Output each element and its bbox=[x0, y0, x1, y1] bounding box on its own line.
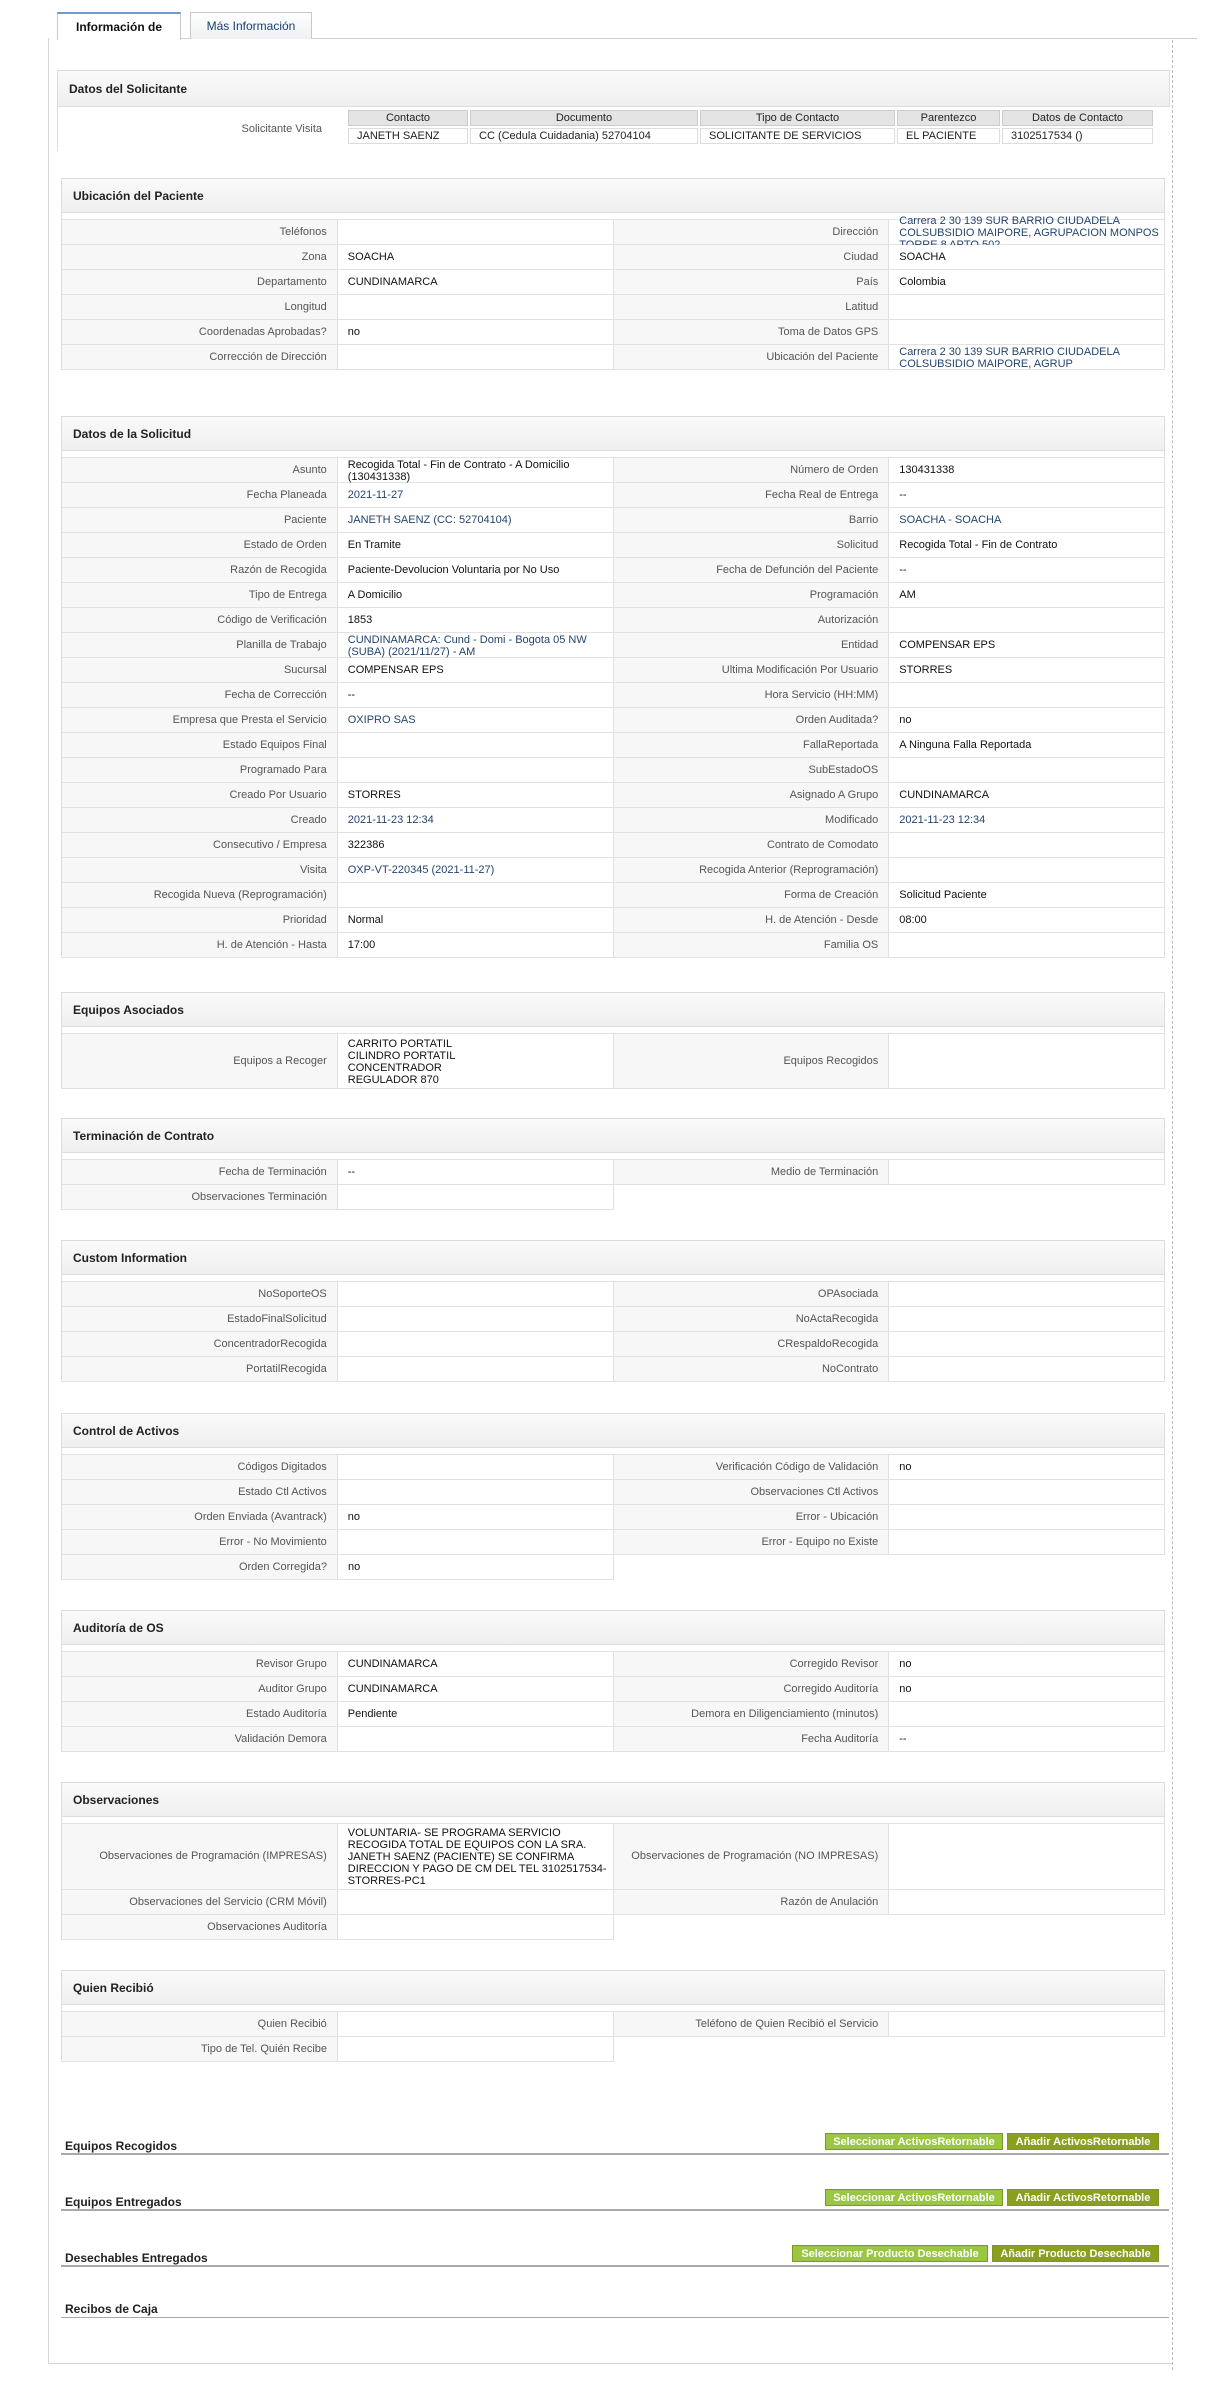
field-value bbox=[889, 1480, 1165, 1504]
field-value: CUNDINAMARCA bbox=[889, 783, 1165, 807]
ubicacion-section bbox=[61, 178, 1165, 370]
field-row bbox=[62, 733, 1165, 758]
field-value: Colombia bbox=[889, 270, 1165, 294]
seleccionar-activos-button[interactable]: Seleccionar ActivosRetornable bbox=[825, 2189, 1003, 2206]
field-value: Recogida Total - Fin de Contrato bbox=[889, 533, 1165, 557]
field-value: CUNDINAMARCA: Cund - Domi - Bogota 05 NW (SUBA) (2021/11/27) - AM bbox=[338, 633, 614, 657]
field-row bbox=[62, 483, 1165, 508]
field-label: Corregido Revisor bbox=[614, 1652, 890, 1676]
field-label: Error - Ubicación bbox=[614, 1505, 890, 1529]
field-grid bbox=[62, 1651, 1165, 1752]
field-label: Verificación Código de Validación bbox=[614, 1455, 890, 1479]
field-row bbox=[62, 1677, 1165, 1702]
terminacion-section bbox=[61, 1118, 1165, 1210]
field-value bbox=[338, 1185, 614, 1209]
field-value bbox=[889, 1890, 1165, 1914]
equipos-section bbox=[61, 992, 1165, 1089]
field-label: Número de Orden bbox=[614, 458, 890, 482]
group-title: Recibos de Caja bbox=[65, 2302, 158, 2316]
field-value: SOACHA - SOACHA bbox=[889, 508, 1165, 532]
field-value: 130431338 bbox=[889, 458, 1165, 482]
field-value bbox=[338, 2037, 614, 2061]
field-value bbox=[338, 758, 614, 782]
field-value bbox=[338, 1357, 614, 1381]
field-value: -- bbox=[338, 1160, 614, 1184]
field-label: Planilla de Trabajo bbox=[62, 633, 338, 657]
field-value: Recogida Total - Fin de Contrato - A Domicilio (130431338) bbox=[338, 458, 614, 482]
field-label: FallaReportada bbox=[614, 733, 890, 757]
field-label: Dirección bbox=[614, 220, 890, 244]
field-label: SubEstadoOS bbox=[614, 758, 890, 782]
bottom-border bbox=[48, 2363, 1172, 2364]
field-value: no bbox=[338, 320, 614, 344]
section-title: Observaciones bbox=[62, 1783, 1164, 1817]
col-documento: Documento bbox=[470, 110, 698, 126]
field-label: Prioridad bbox=[62, 908, 338, 932]
field-label: Fecha de Corrección bbox=[62, 683, 338, 707]
field-value: VOLUNTARIA- SE PROGRAMA SERVICIO RECOGIDA TOTAL DE EQUIPOS CON LA SRA. JANETH SAENZ (PACIENTE) SE CONFIRMA DIRECCION Y PAGO DE CM DEL TEL 3102517534- STORRES-PC1 bbox=[338, 1824, 614, 1889]
field-label: Departamento bbox=[62, 270, 338, 294]
field-row bbox=[62, 633, 1165, 658]
field-label: Sucursal bbox=[62, 658, 338, 682]
field-value: COMPENSAR EPS bbox=[338, 658, 614, 682]
anadir-activos-button[interactable]: Añadir ActivosRetornable bbox=[1007, 2133, 1159, 2150]
field-value: STORRES bbox=[338, 783, 614, 807]
field-row bbox=[62, 270, 1165, 295]
field-row bbox=[62, 1357, 1165, 1382]
field-value bbox=[338, 345, 614, 369]
right-dashed-border bbox=[1172, 40, 1173, 2370]
field-label: Toma de Datos GPS bbox=[614, 320, 890, 344]
tab-bar bbox=[57, 12, 1197, 39]
field-label: NoSoporteOS bbox=[62, 1282, 338, 1306]
field-value bbox=[338, 1455, 614, 1479]
field-label: Razón de Anulación bbox=[614, 1890, 890, 1914]
field-row bbox=[62, 1455, 1165, 1480]
field-value: CARRITO PORTATIL CILINDRO PORTATIL CONCENTRADOR REGULADOR 870 bbox=[338, 1034, 614, 1088]
field-label: Asunto bbox=[62, 458, 338, 482]
field-row bbox=[62, 2037, 614, 2062]
field-value: CUNDINAMARCA bbox=[338, 1652, 614, 1676]
field-row bbox=[62, 1915, 614, 1940]
field-value: no bbox=[889, 708, 1165, 732]
field-row bbox=[62, 1332, 1165, 1357]
field-value bbox=[889, 758, 1165, 782]
field-label: Tipo de Entrega bbox=[62, 583, 338, 607]
field-row bbox=[62, 1307, 1165, 1332]
field-label: Equipos a Recoger bbox=[62, 1034, 338, 1088]
field-label: Observaciones del Servicio (CRM Móvil) bbox=[62, 1890, 338, 1914]
section-title: Quien Recibió bbox=[62, 1971, 1164, 2005]
field-value: Pendiente bbox=[338, 1702, 614, 1726]
desechables-group bbox=[61, 2245, 1169, 2267]
field-value: -- bbox=[889, 558, 1165, 582]
field-label: Código de Verificación bbox=[62, 608, 338, 632]
contact-row bbox=[348, 128, 1153, 144]
equipos-recogidos-group bbox=[61, 2133, 1169, 2155]
field-value bbox=[889, 683, 1165, 707]
field-label: Corrección de Dirección bbox=[62, 345, 338, 369]
field-label: Teléfono de Quien Recibió el Servicio bbox=[614, 2012, 890, 2036]
field-value: STORRES bbox=[889, 658, 1165, 682]
field-label: Validación Demora bbox=[62, 1727, 338, 1751]
section-title: Auditoría de OS bbox=[62, 1611, 1164, 1645]
field-row bbox=[62, 1530, 1165, 1555]
field-value bbox=[338, 1890, 614, 1914]
field-label: Asignado A Grupo bbox=[614, 783, 890, 807]
field-value: OXIPRO SAS bbox=[338, 708, 614, 732]
field-value bbox=[889, 1282, 1165, 1306]
field-row bbox=[62, 683, 1165, 708]
field-label: Tipo de Tel. Quién Recibe bbox=[62, 2037, 338, 2061]
left-border bbox=[48, 38, 49, 2364]
field-grid bbox=[62, 1454, 1165, 1580]
solicitud-section bbox=[61, 416, 1165, 958]
contact-relation: EL PACIENTE bbox=[897, 128, 1000, 144]
col-parentezco: Parentezco bbox=[897, 110, 1000, 126]
field-row bbox=[62, 1555, 614, 1580]
field-label: Observaciones de Programación (NO IMPRESAS) bbox=[614, 1824, 890, 1889]
recibio-section bbox=[61, 1970, 1165, 2062]
field-label: PortatilRecogida bbox=[62, 1357, 338, 1381]
field-value bbox=[889, 933, 1165, 957]
field-value: Solicitud Paciente bbox=[889, 883, 1165, 907]
field-row bbox=[62, 1160, 1165, 1185]
group-title: Desechables Entregados bbox=[65, 2251, 208, 2265]
field-label: Zona bbox=[62, 245, 338, 269]
field-grid bbox=[62, 2011, 1165, 2062]
field-label: Recogida Nueva (Reprogramación) bbox=[62, 883, 338, 907]
custom-section bbox=[61, 1240, 1165, 1382]
auditoria-section bbox=[61, 1610, 1165, 1752]
contact-document: CC (Cedula Cuidadania) 52704104 bbox=[470, 128, 698, 144]
field-label: Fecha Auditoría bbox=[614, 1727, 890, 1751]
field-value: SOACHA bbox=[889, 245, 1165, 269]
field-row bbox=[62, 708, 1165, 733]
col-tipo-contacto: Tipo de Contacto bbox=[700, 110, 895, 126]
field-label: Creado Por Usuario bbox=[62, 783, 338, 807]
field-value: 1853 bbox=[338, 608, 614, 632]
field-value bbox=[338, 220, 614, 244]
field-row bbox=[62, 1727, 1165, 1752]
field-row bbox=[62, 533, 1165, 558]
field-label: Programación bbox=[614, 583, 890, 607]
field-row bbox=[62, 1185, 614, 1210]
field-grid bbox=[62, 214, 1165, 370]
contact-name: JANETH SAENZ bbox=[348, 128, 468, 144]
field-label: Quien Recibió bbox=[62, 2012, 338, 2036]
field-value: 08:00 bbox=[889, 908, 1165, 932]
anadir-producto-button[interactable]: Añadir Producto Desechable bbox=[992, 2245, 1159, 2262]
field-label: Observaciones Auditoría bbox=[62, 1915, 338, 1939]
field-value bbox=[889, 1332, 1165, 1356]
field-label: Longitud bbox=[62, 295, 338, 319]
field-value: JANETH SAENZ (CC: 52704104) bbox=[338, 508, 614, 532]
field-label: Empresa que Presta el Servicio bbox=[62, 708, 338, 732]
field-value bbox=[338, 1915, 614, 1939]
solicitante-body bbox=[58, 107, 1170, 151]
field-row bbox=[62, 1480, 1165, 1505]
section-title: Equipos Asociados bbox=[62, 993, 1164, 1027]
field-label: Estado Equipos Final bbox=[62, 733, 338, 757]
field-label: Contrato de Comodato bbox=[614, 833, 890, 857]
field-label: Estado Auditoría bbox=[62, 1702, 338, 1726]
field-label: Familia OS bbox=[614, 933, 890, 957]
contact-header-row bbox=[348, 110, 1153, 126]
field-row bbox=[62, 1702, 1165, 1727]
section-title: Datos de la Solicitud bbox=[62, 417, 1164, 451]
field-value: no bbox=[889, 1652, 1165, 1676]
field-value: A Ninguna Falla Reportada bbox=[889, 733, 1165, 757]
field-row bbox=[62, 1505, 1165, 1530]
field-value bbox=[889, 858, 1165, 882]
field-label: Consecutivo / Empresa bbox=[62, 833, 338, 857]
field-value: 322386 bbox=[338, 833, 614, 857]
field-label: Estado de Orden bbox=[62, 533, 338, 557]
field-value: SOACHA bbox=[338, 245, 614, 269]
field-row bbox=[62, 1824, 1165, 1890]
field-row bbox=[62, 833, 1165, 858]
field-label: Orden Auditada? bbox=[614, 708, 890, 732]
group-title: Equipos Entregados bbox=[65, 2195, 182, 2209]
field-value: -- bbox=[889, 1727, 1165, 1751]
field-grid bbox=[62, 1033, 1165, 1089]
field-value: Normal bbox=[338, 908, 614, 932]
tab-informacion[interactable]: Información de bbox=[57, 12, 181, 40]
field-value bbox=[338, 2012, 614, 2036]
field-grid bbox=[62, 1281, 1165, 1382]
section-title: Control de Activos bbox=[62, 1414, 1164, 1448]
field-value bbox=[338, 295, 614, 319]
field-label: ConcentradorRecogida bbox=[62, 1332, 338, 1356]
field-value: Paciente-Devolucion Voluntaria por No Uso bbox=[338, 558, 614, 582]
field-value: CUNDINAMARCA bbox=[338, 270, 614, 294]
field-value bbox=[338, 1307, 614, 1331]
field-grid bbox=[62, 1159, 1165, 1210]
field-row bbox=[62, 883, 1165, 908]
tab-mas-informacion[interactable]: Más Información bbox=[190, 12, 312, 39]
field-value: -- bbox=[338, 683, 614, 707]
field-label: Error - Equipo no Existe bbox=[614, 1530, 890, 1554]
field-label: Estado Ctl Activos bbox=[62, 1480, 338, 1504]
field-label: Latitud bbox=[614, 295, 890, 319]
section-title: Ubicación del Paciente bbox=[62, 179, 1164, 213]
field-row bbox=[62, 758, 1165, 783]
field-row bbox=[62, 1282, 1165, 1307]
field-label: Forma de Creación bbox=[614, 883, 890, 907]
field-row bbox=[62, 783, 1165, 808]
field-value bbox=[889, 1357, 1165, 1381]
field-row bbox=[62, 508, 1165, 533]
section-title: Custom Information bbox=[62, 1241, 1164, 1275]
anadir-activos-button[interactable]: Añadir ActivosRetornable bbox=[1007, 2189, 1159, 2206]
field-label: Observaciones Terminación bbox=[62, 1185, 338, 1209]
field-value: no bbox=[889, 1455, 1165, 1479]
field-row bbox=[62, 858, 1165, 883]
field-label: Programado Para bbox=[62, 758, 338, 782]
field-row bbox=[62, 458, 1165, 483]
field-value bbox=[889, 2012, 1165, 2036]
field-value bbox=[889, 833, 1165, 857]
field-label: Ultima Modificación Por Usuario bbox=[614, 658, 890, 682]
field-value bbox=[889, 1702, 1165, 1726]
field-label: Creado bbox=[62, 808, 338, 832]
field-value bbox=[889, 320, 1165, 344]
field-value: OXP-VT-220345 (2021-11-27) bbox=[338, 858, 614, 882]
field-label: País bbox=[614, 270, 890, 294]
field-value bbox=[889, 1034, 1165, 1088]
contact-phone: 3102517534 () bbox=[1002, 128, 1153, 144]
field-label: Paciente bbox=[62, 508, 338, 532]
seleccionar-activos-button[interactable]: Seleccionar ActivosRetornable bbox=[825, 2133, 1003, 2150]
field-value: AM bbox=[889, 583, 1165, 607]
field-label: Modificado bbox=[614, 808, 890, 832]
field-label: Auditor Grupo bbox=[62, 1677, 338, 1701]
field-label: Recogida Anterior (Reprogramación) bbox=[614, 858, 890, 882]
field-value: 2021-11-23 12:34 bbox=[889, 808, 1165, 832]
field-label: Medio de Terminación bbox=[614, 1160, 890, 1184]
field-value bbox=[889, 1505, 1165, 1529]
field-label: Solicitud bbox=[614, 533, 890, 557]
field-value bbox=[338, 1530, 614, 1554]
field-label: Teléfonos bbox=[62, 220, 338, 244]
field-label: Equipos Recogidos bbox=[614, 1034, 890, 1088]
field-row bbox=[62, 1652, 1165, 1677]
contact-type: SOLICITANTE DE SERVICIOS bbox=[700, 128, 895, 144]
field-label: NoActaRecogida bbox=[614, 1307, 890, 1331]
field-label: Error - No Movimiento bbox=[62, 1530, 338, 1554]
field-row bbox=[62, 808, 1165, 833]
field-value bbox=[338, 1727, 614, 1751]
field-label: Ciudad bbox=[614, 245, 890, 269]
field-row bbox=[62, 558, 1165, 583]
field-value: Carrera 2 30 139 SUR BARRIO CIUDADELA COLSUBSIDIO MAIPORE, AGRUP bbox=[889, 345, 1165, 369]
solicitante-label: Solicitante Visita bbox=[241, 123, 322, 135]
contact-table bbox=[346, 108, 1155, 146]
field-row bbox=[62, 1034, 1165, 1089]
field-label: NoContrato bbox=[614, 1357, 890, 1381]
field-value: 2021-11-23 12:34 bbox=[338, 808, 614, 832]
field-label: Demora en Diligenciamiento (minutos) bbox=[614, 1702, 890, 1726]
field-value: 17:00 bbox=[338, 933, 614, 957]
field-label: Observaciones de Programación (IMPRESAS) bbox=[62, 1824, 338, 1889]
field-row bbox=[62, 320, 1165, 345]
field-row bbox=[62, 245, 1165, 270]
field-label: Entidad bbox=[614, 633, 890, 657]
field-label: Autorización bbox=[614, 608, 890, 632]
field-value: no bbox=[338, 1505, 614, 1529]
section-title: Terminación de Contrato bbox=[62, 1119, 1164, 1153]
field-value: no bbox=[338, 1555, 614, 1579]
field-label: CRespaldoRecogida bbox=[614, 1332, 890, 1356]
field-value: CUNDINAMARCA bbox=[338, 1677, 614, 1701]
field-row bbox=[62, 658, 1165, 683]
field-label: Orden Corregida? bbox=[62, 1555, 338, 1579]
field-row bbox=[62, 295, 1165, 320]
field-row bbox=[62, 1890, 1165, 1915]
field-label: Fecha de Terminación bbox=[62, 1160, 338, 1184]
field-row bbox=[62, 214, 1165, 245]
field-grid bbox=[62, 457, 1165, 958]
field-label: Fecha Real de Entrega bbox=[614, 483, 890, 507]
section-title: Datos del Solicitante bbox=[58, 71, 1169, 107]
field-value: A Domicilio bbox=[338, 583, 614, 607]
field-label: H. de Atención - Hasta bbox=[62, 933, 338, 957]
field-row bbox=[62, 933, 1165, 958]
field-label: Hora Servicio (HH:MM) bbox=[614, 683, 890, 707]
field-value bbox=[338, 1282, 614, 1306]
recibos-group bbox=[61, 2296, 1169, 2318]
field-grid bbox=[62, 1823, 1165, 1940]
field-label: Fecha Planeada bbox=[62, 483, 338, 507]
field-row bbox=[62, 583, 1165, 608]
field-label: Corregido Auditoría bbox=[614, 1677, 890, 1701]
field-label: Coordenadas Aprobadas? bbox=[62, 320, 338, 344]
group-title: Equipos Recogidos bbox=[65, 2139, 178, 2153]
field-label: Ubicación del Paciente bbox=[614, 345, 890, 369]
field-label: Fecha de Defunción del Paciente bbox=[614, 558, 890, 582]
field-value bbox=[889, 1307, 1165, 1331]
equipos-entregados-group bbox=[61, 2189, 1169, 2211]
field-row bbox=[62, 2012, 1165, 2037]
field-label: Razón de Recogida bbox=[62, 558, 338, 582]
field-value bbox=[338, 1332, 614, 1356]
field-value: 2021-11-27 bbox=[338, 483, 614, 507]
col-datos-contacto: Datos de Contacto bbox=[1002, 110, 1153, 126]
field-value: Carrera 2 30 139 SUR BARRIO CIUDADELA COLSUBSIDIO MAIPORE, AGRUPACION MONPOS bbox=[889, 220, 1165, 244]
field-label: Orden Enviada (Avantrack) bbox=[62, 1505, 338, 1529]
seleccionar-producto-button[interactable]: Seleccionar Producto Desechable bbox=[792, 2245, 988, 2262]
field-label: Visita bbox=[62, 858, 338, 882]
field-value bbox=[338, 733, 614, 757]
field-value bbox=[338, 1480, 614, 1504]
field-value bbox=[889, 1824, 1165, 1889]
field-value: En Tramite bbox=[338, 533, 614, 557]
field-label: Revisor Grupo bbox=[62, 1652, 338, 1676]
field-value bbox=[338, 883, 614, 907]
col-contacto: Contacto bbox=[348, 110, 468, 126]
solicitante-section bbox=[57, 70, 1170, 151]
field-value bbox=[889, 608, 1165, 632]
field-label: H. de Atención - Desde bbox=[614, 908, 890, 932]
field-value: COMPENSAR EPS bbox=[889, 633, 1165, 657]
control-section bbox=[61, 1413, 1165, 1580]
field-label: Barrio bbox=[614, 508, 890, 532]
field-label: Códigos Digitados bbox=[62, 1455, 338, 1479]
field-row bbox=[62, 345, 1165, 370]
field-value bbox=[889, 1160, 1165, 1184]
field-label: OPAsociada bbox=[614, 1282, 890, 1306]
observaciones-section bbox=[61, 1782, 1165, 1940]
field-label: EstadoFinalSolicitud bbox=[62, 1307, 338, 1331]
field-value bbox=[889, 295, 1165, 319]
field-value: no bbox=[889, 1677, 1165, 1701]
field-row bbox=[62, 608, 1165, 633]
field-label: Observaciones Ctl Activos bbox=[614, 1480, 890, 1504]
field-row bbox=[62, 908, 1165, 933]
field-value: -- bbox=[889, 483, 1165, 507]
field-value bbox=[889, 1530, 1165, 1554]
